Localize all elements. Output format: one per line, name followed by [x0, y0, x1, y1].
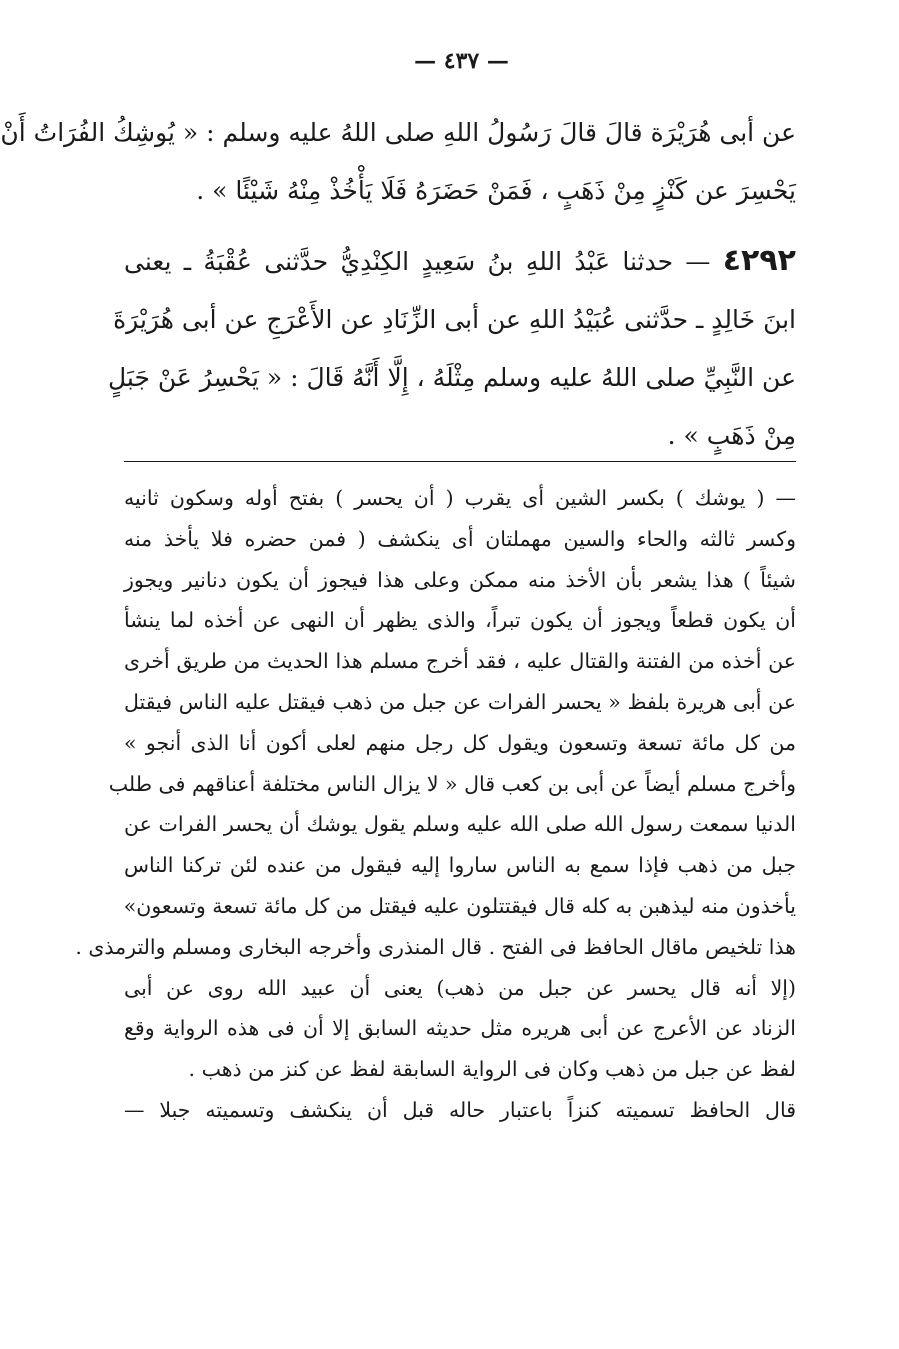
commentary-line: أن يكون قطعاً ويجوز أن يكون تبراً، والذى يظهر أن النهى عن أخذه لما ينشأ: [124, 608, 796, 633]
commentary-line: وأخرج مسلم أيضاً عن أبى بن كعب قال « لا يزال الناس مختلفة أعناقهم فى طلب: [108, 771, 796, 796]
hadith-number: ٤٢٩٢: [722, 243, 796, 278]
text-line: عن أبى هُرَيْرَة قالَ قالَ رَسُولُ اللهِ صلى اللهُ عليه وسلم : « يُوشِكُ الفُرَاتُ أَنْ: [0, 118, 796, 147]
commentary-line: شيئاً ) هذا يشعر بأن الأخذ منه ممكن وعلى هذا فيجوز أن يكون دنانير ويجوز: [124, 567, 796, 592]
text-line-first: [124, 232, 796, 291]
text-line: ابنَ خَالِدٍ ـ حدَّثنى عُبَيْدُ اللهِ عن أبى الزِّنَادِ عن الأَعْرَجِ عن أبى هُرَيْرَةَ: [113, 305, 796, 334]
commentary-line: عن أخذه من الفتنة والقتال عليه ، فقد أخرج مسلم هذا الحديث من طريق أخرى: [124, 649, 796, 674]
commentary-line: يأخذون منه ليذهبن به كله قال فيقتتلون عليه فيقتل من كل مائة تسعة وتسعون»: [123, 893, 796, 918]
commentary-line: الزناد عن الأعرج عن أبى هريره مثل حديثه السابق إلا أن فى هذه الرواية وقع: [124, 1016, 796, 1041]
commentary-line: (إلا أنه قال يحسر عن جبل من ذهب) يعنى أن عبيد الله روى عن أبى: [124, 975, 796, 1000]
text-line: عن النَّبِيِّ صلى اللهُ عليه وسلم مِثْلَهُ ، إِلَّا أَنَّهُ قَالَ : « يَحْسِرُ عَنْ جَبَلٍ: [107, 363, 796, 392]
text-line-rest: — حدثنا عَبْدُ اللهِ بنُ سَعِيدٍ الكِنْدِيُّ حدَّثنى عُقْبَةُ ـ يعنى: [124, 247, 711, 276]
commentary-line: هذا تلخيص ماقال الحافظ فى الفتح . قال المنذرى وأخرجه البخارى ومسلم والترمذى .: [75, 934, 796, 959]
text-line: مِنْ ذَهَبٍ » .: [667, 421, 796, 450]
commentary-section: [75, 478, 796, 1131]
text-line: يَحْسِرَ عن كَنْزٍ مِنْ ذَهَبٍ ، فَمَنْ حَضَرَهُ فَلَا يَأْخُذْ مِنْهُ شَيْئًا » .: [196, 176, 796, 205]
page-number: — ٤٣٧ —: [414, 48, 509, 74]
commentary-line: جبل من ذهب فإذا سمع به الناس ساروا إليه فيقول من عنده لئن تركنا الناس: [124, 853, 796, 878]
commentary-line: — ( يوشك ) بكسر الشين أى يقرب ( أن يحسر ) بفتح أوله وسكون ثانيه: [124, 486, 796, 510]
commentary-line: عن أبى هريرة بلفظ « يحسر الفرات عن جبل من ذهب فيقتل عليه الناس فيقتل: [124, 689, 796, 714]
commentary-line: قال الحافظ تسميته كنزاً باعتبار حاله قبل أن ينكشف وتسميته جبلا —: [124, 1097, 796, 1122]
commentary-line: من كل مائة تسعة وتسعون ويقول كل رجل منهم لعلى أكون أنا الذى أنجو »: [124, 730, 796, 755]
hadith-passage-main: [107, 232, 796, 465]
commentary-line: لفظ عن جبل من ذهب وكان فى الرواية السابقة لفظ عن كنز من ذهب .: [188, 1057, 796, 1082]
hadith-passage-top: [0, 104, 796, 220]
footnote-divider: [124, 461, 796, 462]
commentary-line: الدنيا سمعت رسول الله صلى الله عليه وسلم يقول يوشك أن يحسر الفرات عن: [124, 812, 796, 837]
commentary-line: وكسر ثالثه والحاء والسين مهملتان أى ينكشف ( فمن حضره فلا يأخذ منه: [124, 526, 796, 551]
